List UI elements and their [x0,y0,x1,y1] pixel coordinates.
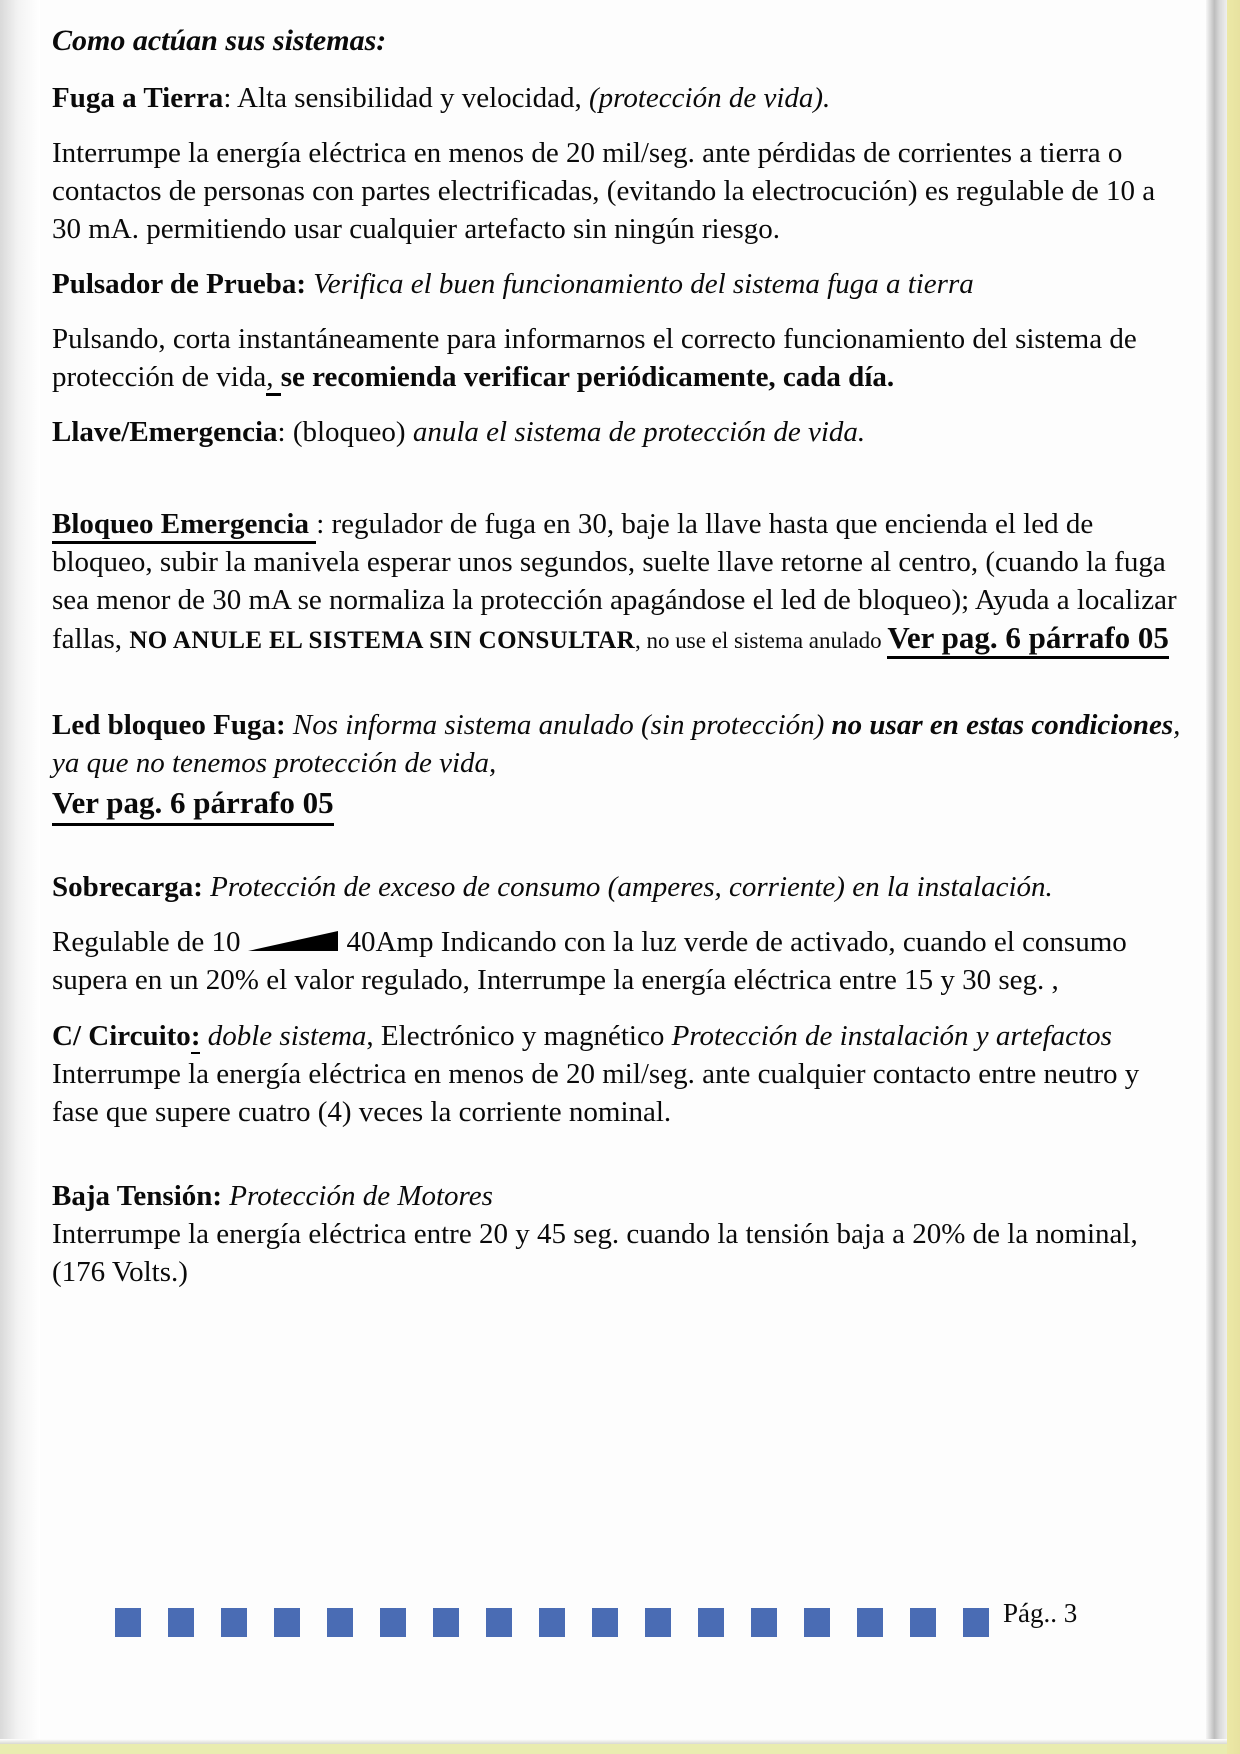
bloqueo-title: Bloqueo Emergencia [52,508,316,544]
baja-italic: Protección de Motores [222,1180,493,1212]
paragraph-sobrecarga [52,868,1184,906]
sobrecarga-line-post: 40Amp Indicando con la luz verde de activado, cuando el consumo supera en un 20% el valor regulado, Interrumpe la energía eléctrica entre 15 y 30 seg. , [52,926,1127,996]
bloqueo-caps-warning: NO ANULE EL SISTEMA SIN CONSULTAR [129,627,636,654]
pulsando-normal: Pulsando, corta instantáneamente para informarnos el correcto funcionamiento del sistema de protección de vida [52,323,1137,393]
document-body [52,22,1184,1291]
led-page-reference: Ver pag. 6 párrafo 05 [52,784,334,826]
footer-square [221,1608,247,1637]
circuito-title: C/ Circuito [52,1020,191,1052]
paragraph-pulsador [52,265,1184,303]
footer-square [539,1608,565,1637]
circuito-italic-1: doble sistema [200,1020,367,1052]
footer-square [592,1608,618,1637]
footer-square [380,1608,406,1637]
page-right-edge-shadow [1206,0,1227,1742]
fuga-italic: (protección de vida). [588,82,831,114]
paragraph-circuito-body: Interrumpe la energía eléctrica en menos de 20 mil/seg. ante cualquier contacto entre neutro y fase que supere cuatro (4) veces la corriente nominal. [52,1058,1140,1128]
footer-square [857,1608,883,1637]
footer-square [168,1608,194,1637]
led-title: Led bloqueo Fuga: [52,709,286,741]
page-bottom-yellow-strip [0,1744,1227,1754]
circuito-colon: : [190,1020,201,1052]
paragraph-bloqueo [52,505,1184,660]
pulsador-italic: Verifica el buen funcionamiento del sistema fuga a tierra [313,268,974,300]
fuga-title: Fuga a Tierra [52,82,224,114]
paragraph-baja [52,1177,1184,1215]
footer-square [327,1608,353,1637]
led-italic-2: , ya que no tenemos protección de vida, [52,709,1181,779]
paragraph-sobrecarga-detail [52,923,1184,999]
page-number-label: Pág.. 3 [1003,1598,1078,1628]
footer-square [645,1608,671,1637]
led-italic-1: Nos informa sistema anulado (sin protección) [285,709,832,741]
footer-square [486,1608,512,1637]
page-right-yellow-strip [1227,0,1240,1754]
pulsando-underline-mark: , [266,361,281,396]
paragraph-fuga-title [52,79,1184,117]
fuga-mid: : Alta sensibilidad y velocidad, [223,82,589,114]
footer-square [274,1608,300,1637]
llave-mid: : (bloqueo) [277,416,413,448]
bloqueo-small-note: , no use el sistema anulado [635,628,888,653]
bloqueo-body: : regulador de fuga en 30, baje la llave hasta que encienda el led de bloqueo, subir la manivela esperar unos segundos, suelte llave retorne al centro, (cuando la fuga sea menor de 30 mA se normaliza la protección apagándose el led de bloqueo); Ayuda a localizar fallas, [52,508,1177,655]
paragraph-llave [52,413,1184,451]
sobrecarga-line-pre: Regulable de 10 [52,926,241,958]
page-footer [115,1596,1077,1637]
section-heading: Como actúan sus sistemas: [52,24,387,57]
llave-title: Llave/Emergencia [52,416,278,448]
footer-square [698,1608,724,1637]
paragraph-circuito [52,1017,1184,1055]
sobrecarga-italic: Protección de exceso de consumo (amperes, corriente) en la instalación. [202,871,1053,903]
footer-square [751,1608,777,1637]
footer-square [963,1608,989,1637]
footer-squares [115,1608,989,1637]
paragraph-fuga-body: Interrumpe la energía eléctrica en menos de 20 mil/seg. ante pérdidas de corrientes a tierra o contactos de personas con partes electrificadas, (evitando la electrocución) es regulable de 10 a 30 mA. permitiendo usar cualquier artefacto sin ningún riesgo. [52,137,1156,245]
baja-title: Baja Tensión: [52,1180,223,1212]
footer-square [433,1608,459,1637]
pulsador-title: Pulsador de Prueba: [52,268,307,300]
paragraph-pulsando [52,320,1184,396]
footer-square [115,1608,141,1637]
sobrecarga-title: Sobrecarga: [52,871,203,903]
pulsando-bold: se recomienda verificar periódicamente, cada día. [280,361,895,393]
circuito-mid: , Electrónico y magnético [366,1020,672,1052]
footer-square [804,1608,830,1637]
footer-square [910,1608,936,1637]
bloqueo-page-reference: Ver pag. 6 párrafo 05 [887,620,1169,659]
page-left-edge-shadow [0,0,40,1754]
paragraph-led [52,706,1184,826]
led-bold-italic: no usar en estas condiciones [831,709,1174,741]
llave-italic: anula el sistema de protección de vida. [412,416,866,448]
circuito-italic-2: Protección de instalación y artefactos [671,1020,1112,1052]
paragraph-baja-body: Interrumpe la energía eléctrica entre 20 y 45 seg. cuando la tensión baja a 20% de la nominal, (176 Volts.) [52,1218,1138,1288]
amp-range-ramp-icon [248,931,338,951]
